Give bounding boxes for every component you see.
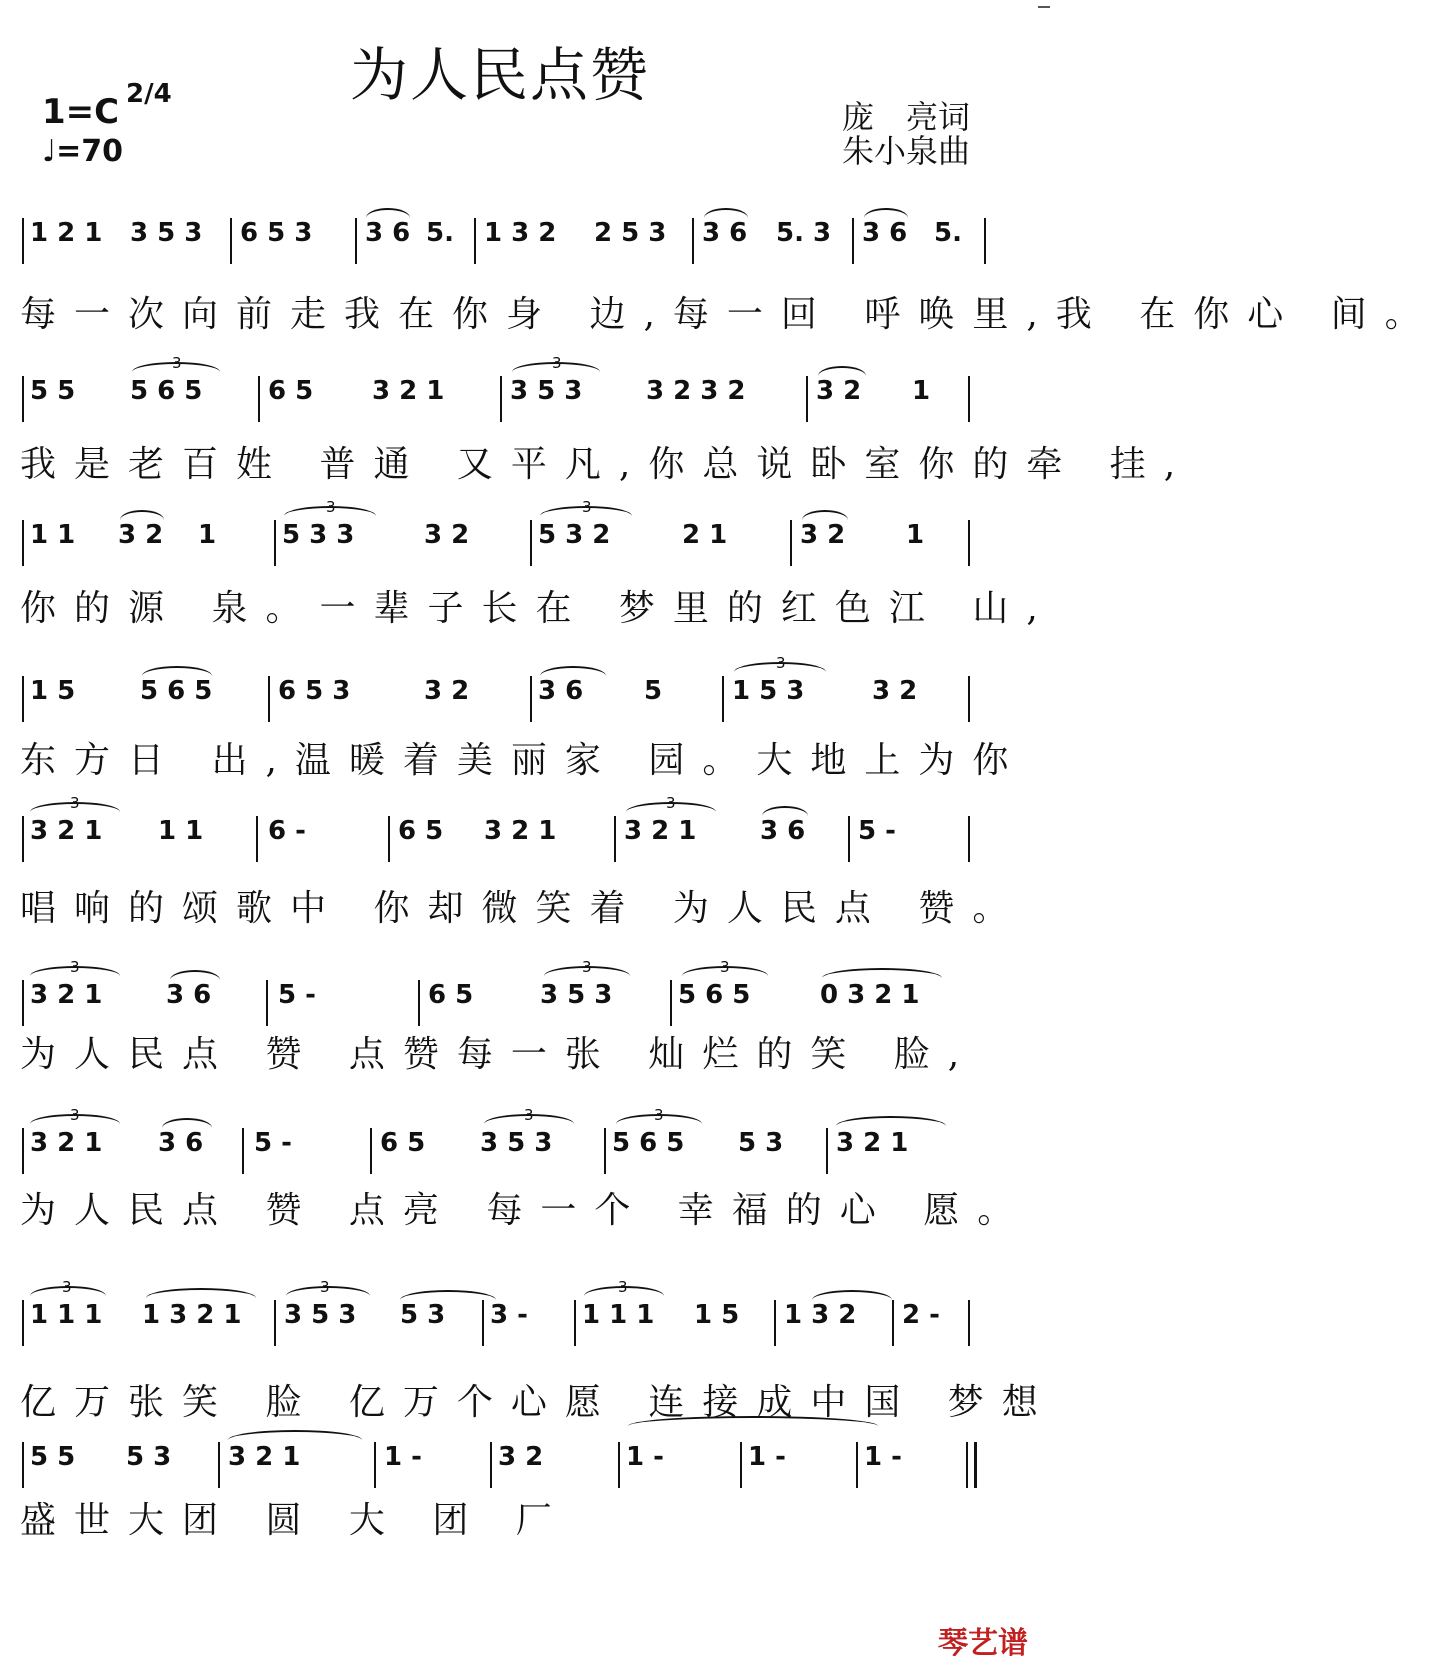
lyricist-credit: 庞 亮词 (841, 98, 970, 136)
triplet-mark: 3 (172, 354, 182, 372)
barline (242, 1128, 244, 1174)
note-group: 5 6 5 (140, 676, 213, 706)
barline (274, 520, 276, 566)
triplet-mark: 3 (70, 1106, 80, 1124)
barline (22, 376, 24, 422)
barline (826, 1128, 828, 1174)
corner-mark (1038, 6, 1050, 8)
barline (388, 816, 390, 862)
triplet-mark: 3 (524, 1106, 534, 1124)
barline (722, 676, 724, 722)
barline (22, 1300, 24, 1346)
barline (968, 816, 970, 862)
barline (268, 676, 270, 722)
barline (790, 520, 792, 566)
triplet-mark: 3 (552, 354, 562, 372)
barline (474, 218, 476, 264)
note-group: 3 2 1 (30, 1128, 103, 1158)
barline (852, 218, 854, 264)
note-group: 5 3 (400, 1300, 446, 1330)
note-group: 5 6 5 (130, 376, 203, 406)
barline (968, 376, 970, 422)
barline (968, 676, 970, 722)
triplet-mark: 3 (582, 958, 592, 976)
barline (848, 816, 850, 862)
notation-line-8 (22, 1278, 1032, 1362)
barline (856, 1442, 858, 1488)
note-group: 6 5 (428, 980, 474, 1010)
note-group: 3 2 (872, 676, 918, 706)
tempo-marking: ♩=70 (42, 134, 124, 169)
barline (968, 520, 970, 566)
note-group: 1 (912, 376, 931, 406)
note-group: 1 - (864, 1442, 902, 1472)
barline (418, 980, 420, 1026)
triplet-mark: 3 (62, 1278, 72, 1296)
note-group: 3 6 (702, 218, 748, 248)
note-group: 3 6 (862, 218, 908, 248)
barline (614, 816, 616, 862)
note-group: 1 5 (30, 676, 76, 706)
barline (500, 376, 502, 422)
note-group: 3 6 (166, 980, 212, 1010)
notation-line-7 (22, 1106, 1032, 1190)
notation-line-4 (22, 654, 1032, 738)
note-group: 3 2 (498, 1442, 544, 1472)
barline (22, 1128, 24, 1174)
note-group: 1 - (748, 1442, 786, 1472)
triplet-mark: 3 (320, 1278, 330, 1296)
barline (530, 676, 532, 722)
barline (968, 1300, 970, 1346)
triplet-mark: 3 (70, 958, 80, 976)
note-group: 3 2 3 2 (646, 376, 746, 406)
notation-line-3 (22, 498, 1032, 582)
notation-line-1 (22, 210, 1032, 280)
note-group: 3 2 1 (30, 980, 103, 1010)
note-group: 1 3 2 (784, 1300, 857, 1330)
note-group: 3 6 (760, 816, 806, 846)
note-group: 6 5 (380, 1128, 426, 1158)
note-group: 3 2 (424, 520, 470, 550)
note-group: 5 (644, 676, 663, 706)
note-group: 6 5 (398, 816, 444, 846)
composer-credit: 朱小泉曲 (841, 132, 970, 170)
barline (984, 218, 986, 264)
note-group: 5 3 2 (538, 520, 611, 550)
note-group: 3 2 (424, 676, 470, 706)
lyrics-line-9: 盛世大团 圆 大 团 厂 (20, 1500, 570, 1541)
lyrics-line-8: 亿万张笑 脸 亿万个心愿 连接成中国 梦想 (20, 1382, 1056, 1423)
lyrics-line-6: 为人民点 赞 点赞每一张 灿烂的笑 脸, (20, 1034, 978, 1075)
note-group: 1 5 3 (732, 676, 805, 706)
lyrics-line-3: 你的源 泉。一辈子长在 梦里的红色江 山, (20, 588, 1056, 629)
note-group: 3 5 3 (540, 980, 613, 1010)
barline (774, 1300, 776, 1346)
barline (256, 816, 258, 862)
note-group: 5 3 (126, 1442, 172, 1472)
note-group: 3 - (490, 1300, 528, 1330)
page-title: 为人民点赞 (349, 41, 650, 109)
note-group: 5 - (254, 1128, 292, 1158)
triplet-mark: 3 (776, 654, 786, 672)
barline (355, 218, 357, 264)
repeat-barline-thick (974, 1442, 977, 1488)
note-group: 3 2 1 (372, 376, 445, 406)
note-group: 3 6 (158, 1128, 204, 1158)
note-group: 2 - (902, 1300, 940, 1330)
barline (22, 980, 24, 1026)
notation-line-2 (22, 354, 1032, 438)
barline (230, 218, 232, 264)
barline (274, 1300, 276, 1346)
note-group: 3 2 1 (484, 816, 557, 846)
note-group: 5 - (278, 980, 316, 1010)
lyrics-line-5: 唱响的颂歌中 你却微笑着 为人民点 赞。 (20, 888, 1027, 929)
barline (740, 1442, 742, 1488)
note-group: 1 1 1 (582, 1300, 655, 1330)
note-group: 3 6 (538, 676, 584, 706)
note-group: 3 2 (816, 376, 862, 406)
lyrics-line-7: 为人民点 赞 点亮 每一个 幸福的心 愿。 (20, 1190, 1032, 1231)
note-group: 1 5 (694, 1300, 740, 1330)
barline (22, 218, 24, 264)
note-group: 6 5 (268, 376, 314, 406)
note-group: 5 3 (738, 1128, 784, 1158)
lyrics-line-2: 我是老百姓 普通 又平凡,你总说卧室你的牵 挂, (20, 444, 1194, 485)
barline (618, 1442, 620, 1488)
barline (370, 1128, 372, 1174)
note-group: 6 - (268, 816, 306, 846)
triplet-mark: 3 (618, 1278, 628, 1296)
notation-line-5 (22, 794, 1032, 878)
note-group: 1 (198, 520, 217, 550)
note-group: 6 5 3 (278, 676, 351, 706)
note-group: 1 3 2 1 (142, 1300, 242, 1330)
barline (22, 1442, 24, 1488)
note-group: 3 2 1 (30, 816, 103, 846)
barline (218, 1442, 220, 1488)
note-group: 5. 3 (776, 218, 832, 248)
barline (266, 980, 268, 1026)
barline (892, 1300, 894, 1346)
barline (374, 1442, 376, 1488)
barline (692, 218, 694, 264)
note-group: 3 2 1 (836, 1128, 909, 1158)
barline (482, 1300, 484, 1346)
triplet-mark: 3 (666, 794, 676, 812)
time-signature (126, 79, 172, 109)
note-group: 3 5 3 (480, 1128, 553, 1158)
note-group: 1 (906, 520, 925, 550)
note-group: 2 5 3 (594, 218, 667, 248)
barline (490, 1442, 492, 1488)
barline (530, 520, 532, 566)
barline (258, 376, 260, 422)
note-group: 2 1 (682, 520, 728, 550)
note-group: 1 3 2 (484, 218, 557, 248)
note-group: 5 - (858, 816, 896, 846)
barline (22, 816, 24, 862)
note-group: 5 6 5 (678, 980, 751, 1010)
note-group: 0 3 2 1 (820, 980, 920, 1010)
barline (574, 1300, 576, 1346)
repeat-barline (966, 1442, 968, 1488)
key-signature: 1=C (42, 92, 120, 132)
triplet-mark: 3 (654, 1106, 664, 1124)
note-group: 3 2 (800, 520, 846, 550)
note-group: 3 5 3 (130, 218, 203, 248)
time-signature-value: 2/4 (126, 79, 172, 109)
barline (604, 1128, 606, 1174)
triplet-mark: 3 (582, 498, 592, 516)
lyrics-line-1: 每一次向前走我在你身 边,每一回 呼唤里,我 在你心 间。 (20, 294, 1439, 335)
note-group: 5. (426, 218, 454, 248)
barline (806, 376, 808, 422)
note-group: 6 5 3 (240, 218, 313, 248)
note-group: 5 3 3 (282, 520, 355, 550)
note-group: 1 1 (158, 816, 204, 846)
note-group: 1 - (384, 1442, 422, 1472)
note-group: 1 - (626, 1442, 664, 1472)
barline (670, 980, 672, 1026)
site-watermark-logo: 琴艺谱 (938, 1626, 1028, 1661)
note-group: 1 1 (30, 520, 76, 550)
note-group: 3 6 (365, 218, 411, 248)
barline (22, 520, 24, 566)
note-group: 1 2 1 (30, 218, 103, 248)
note-group: 1 1 1 (30, 1300, 103, 1330)
triplet-mark: 3 (720, 958, 730, 976)
note-group: 3 2 1 (624, 816, 697, 846)
note-group: 5 5 (30, 376, 76, 406)
note-group: 3 2 (118, 520, 164, 550)
note-group: 3 5 3 (510, 376, 583, 406)
note-group: 5 5 (30, 1442, 76, 1472)
note-group: 3 2 1 (228, 1442, 301, 1472)
note-group: 3 5 3 (284, 1300, 357, 1330)
triplet-mark: 3 (326, 498, 336, 516)
note-group: 5 6 5 (612, 1128, 685, 1158)
barline (22, 676, 24, 722)
triplet-mark: 3 (70, 794, 80, 812)
lyrics-line-4: 东方日 出,温暖着美丽家 园。大地上为你 (20, 740, 1027, 781)
note-group: 5. (934, 218, 962, 248)
slur (628, 1416, 878, 1436)
